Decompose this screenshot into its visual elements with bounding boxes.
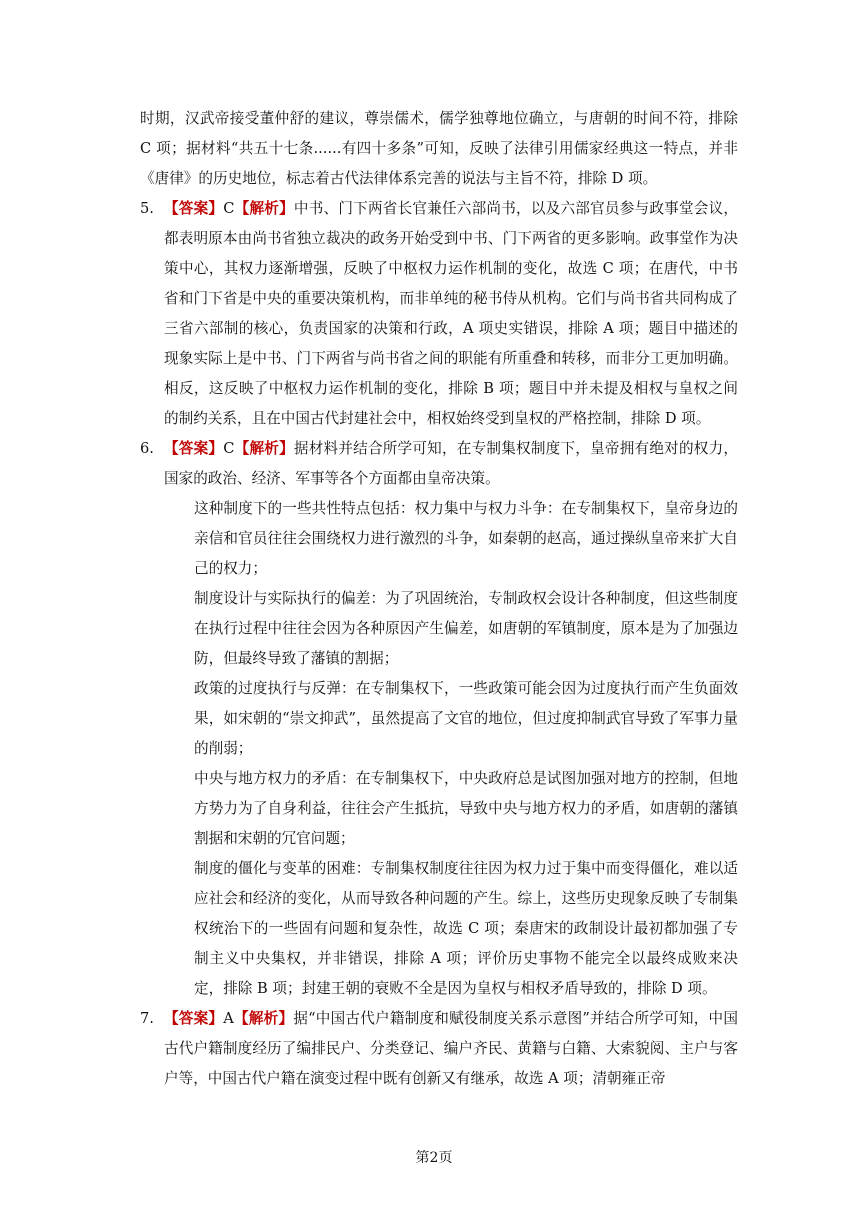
question-number: 5. [140,200,154,217]
page-number: 第2页 [415,1150,453,1166]
answer-value: C [223,200,235,217]
answer-tag: 【答案】 [164,440,224,457]
analysis-point: 制度设计与实际执行的偏差：为了巩固统治，专制政权会设计各种制度，但这些制度在执行过程中往往会因为各种原因产生偏差，如唐朝的军镇制度，原本是为了加强边防，但最终导致了藩镇的割据； [194,590,738,667]
analysis-text: 据“中国古代户籍制度和赋役制度关系示意图”并结合所学可知，中国古代户籍制度经历了编排民户、分类登记、编户齐民、黄籍与白籍、大索貌阅、主户与客户等，中国古代户籍在演变过程中既有创新又有继承，故选 A 项；清朝雍正帝 [164,1010,738,1087]
analysis-point: 中央与地方权力的矛盾：在专制集权下，中央政府总是试图加强对地方的控制，但地方势力为了自身利益，往往会产生抵抗，导致中央与地方权力的矛盾，如唐朝的藩镇割据和宋朝的冗官问题； [194,770,738,847]
question-number: 7. [140,1010,154,1027]
answer-tag: 【答案】 [164,1010,224,1027]
analysis-tag: 【解析】 [234,440,294,457]
page-footer [0,1147,868,1167]
intro-paragraph: 时期，汉武帝接受董仲舒的建议，尊崇儒术，儒学独尊地位确立，与唐朝的时间不符，排除 C 项；据材料“共五十七条......有四十多条”可知，反映了法律引用儒家经典这一特点，并非《唐律》的历史地位，标志着古代法律体系完善的说法与主旨不符，排除 D 项。 [140,110,738,187]
answer-tag: 【答案】 [164,200,224,217]
question-5 [140,194,738,434]
analysis-point: 政策的过度执行与反弹：在专制集权下，一些政策可能会因为过度执行而产生负面效果，如宋朝的“崇文抑武”，虽然提高了文官的地位，但过度抑制武官导致了军事力量的削弱； [194,680,738,757]
answer-value: C [223,440,235,457]
question-7 [140,1004,738,1094]
analysis-tag: 【解析】 [233,1010,294,1027]
analysis-text: 中书、门下两省长官兼任六部尚书，以及六部官员参与政事堂会议，都表明原本由尚书省独立裁决的政务开始受到中书、门下两省的更多影响。政事堂作为决策中心，其权力逐渐增强，反映了中枢权力运作机制的变化，故选 C 项；在唐代，中书省和门下省是中央的重要决策机构，而非单纯的秘书侍从机构。它们与尚书省共同构成了三省六部制的核心，负责国家的决策和行政，A 项史实错误，排除 A 项；题目中描述的现象实际上是中书、门下两省与尚书省之间的职能有所重叠和转移，而非分工更加明确。相反，这反映了中枢权力运作机制的变化，排除 B 项；题目中并未提及相权与皇权之间的制约关系，且在中国古代封建社会中，相权始终受到皇权的严格控制，排除 D 项。 [164,200,738,427]
page-content [140,104,738,1094]
answer-value: A [223,1010,234,1027]
question-number: 6. [140,440,154,457]
question-6 [140,434,738,1004]
analysis-tag: 【解析】 [234,200,294,217]
analysis-text: 据材料并结合所学可知，在专制集权制度下，皇帝拥有绝对的权力，国家的政治、经济、军事等各个方面都由皇帝决策。 [164,440,738,487]
analysis-point: 这种制度下的一些共性特点包括：权力集中与权力斗争：在专制集权下，皇帝身边的亲信和官员往往会围绕权力进行激烈的斗争，如秦朝的赵高，通过操纵皇帝来扩大自己的权力； [194,500,738,577]
analysis-point: 制度的僵化与变革的困难：专制集权制度往往因为权力过于集中而变得僵化，难以适应社会和经济的变化，从而导致各种问题的产生。综上，这些历史现象反映了专制集权统治下的一些固有问题和复杂性，故选 C 项；秦唐宋的政制设计最初都加强了专制主义中央集权，并非错误，排除 A 项；评价历史事物不能完全以最终成败来决定，排除 B 项；封建王朝的衰败不全是因为皇权与相权矛盾导致的，排除 D 项。 [194,860,738,997]
